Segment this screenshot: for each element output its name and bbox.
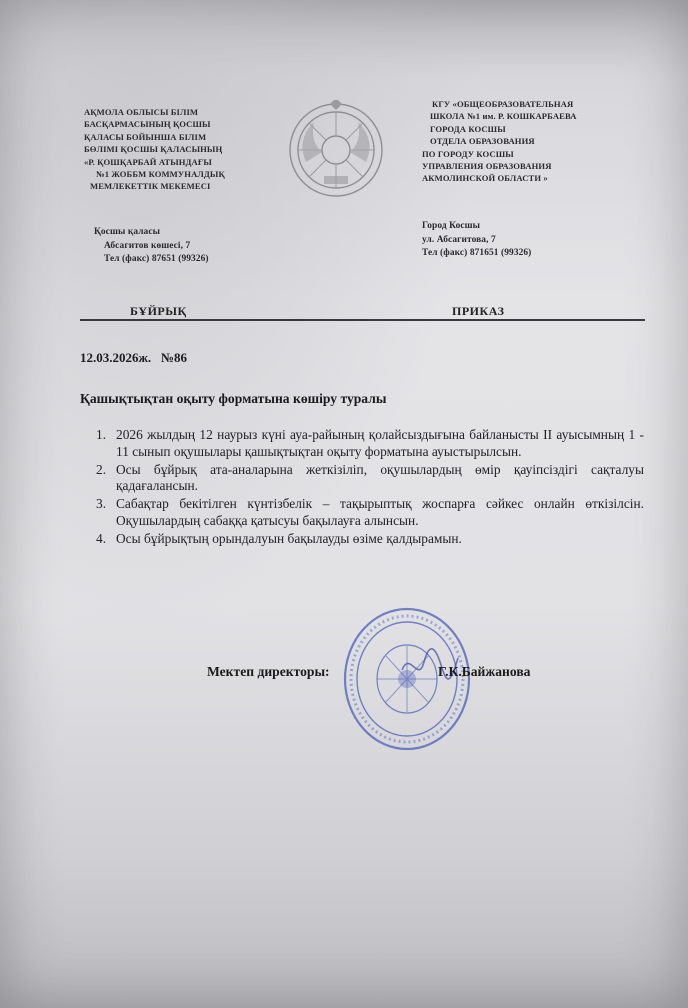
kz-address-line: Қосшы қаласы [94, 227, 161, 237]
ru-org-line: ПО ГОРОДУ КОСШЫ [422, 148, 514, 159]
kz-org-line: БАСҚАРМАСЫНЫҢ ҚОСШЫ [84, 119, 211, 130]
order-title: Қашықтықтан оқыту форматына көшіру туралы [80, 391, 387, 406]
kz-address-line: Тел (факс) 87651 (99326) [104, 254, 209, 264]
kz-address-line: Абсагитов көшесі, 7 [104, 240, 191, 251]
order-date-number [80, 350, 187, 366]
kz-org-line: АҚМОЛА ОБЛЫСЫ БІЛІМ [84, 107, 199, 117]
item-text: Осы бұйрықтың орындалуын бақылауды өзіме қалдырамын. [116, 530, 462, 546]
ru-org-line: КГУ «ОБЩЕОБРАЗОВАТЕЛЬНАЯ [432, 99, 574, 109]
ru-org-line: АКМОЛИНСКОЙ ОБЛАСТИ » [422, 173, 548, 184]
list-item [96, 462, 644, 496]
kz-org-line: ҚАЛАСЫ БОЙЫНША БІЛІМ [84, 131, 207, 142]
kz-org-line: БӨЛІМІ ҚОСШЫ ҚАЛАСЫНЫҢ [84, 144, 223, 155]
ru-org-line: УПРАВЛЕНИЯ ОБРАЗОВАНИЯ [422, 161, 552, 172]
list-item [96, 496, 644, 530]
ru-organization-block [422, 98, 577, 185]
order-date: 12.03.2026ж. [80, 350, 152, 365]
item-text: Сабақтар бекітілген күнтізбелік – тақырыптық жоспарға сәйкес онлайн өткізілсін. Оқушылардың сабаққа қатысуы бақылауға алынсын. [116, 496, 644, 528]
kz-org-line: МЕМЛЕКЕТТІК МЕКЕМЕСІ [90, 181, 211, 192]
kazakhstan-emblem-icon [286, 100, 386, 200]
doc-type-ru: ПРИКАЗ [452, 304, 505, 318]
ru-org-line: ШКОЛА №1 им. Р. КОШКАРБАЕВА [430, 111, 577, 122]
list-item [96, 427, 644, 461]
ru-org-line: ГОРОДА КОСШЫ [430, 123, 506, 134]
header-divider [80, 319, 645, 321]
doc-type-kz: БҰЙРЫҚ [130, 304, 187, 318]
signature-label: Мектеп директоры: [207, 664, 330, 679]
ru-address-block [422, 220, 531, 261]
item-number: 2. [96, 461, 107, 477]
ru-address-line: ул. Абсагитова, 7 [422, 234, 496, 245]
item-text: 2026 жылдың 12 наурыз күні ауа-райының қолайсыздығына байланысты ІІ ауысымның 1 - 11 сынып оқушылары қашықтықтан оқыту форматына ауыстырылсын. [116, 427, 644, 459]
ru-org-line: ОТДЕЛА ОБРАЗОВАНИЯ [430, 136, 535, 147]
ru-address-line: Тел (факс) 871651 (99326) [422, 248, 532, 258]
signature-name: Г.К.Байжанова [438, 664, 531, 679]
item-number: 4. [96, 530, 107, 546]
item-text: Осы бұйрық ата-аналарына жеткізіліп, оқушылардың өмір қауіпсіздігі сақталуы қадағалансын. [116, 461, 644, 494]
kz-org-line: №1 ЖОББМ КОММУНАЛДЫҚ [96, 169, 225, 180]
ru-address-line: Город Косшы [422, 221, 481, 231]
order-items-list [96, 427, 644, 549]
kz-organization-block [84, 106, 225, 193]
kz-address-block [94, 226, 209, 267]
order-number: №86 [160, 350, 188, 365]
kz-org-line: «Р. ҚОШҚАРБАЙ АТЫНДАҒЫ [84, 156, 212, 167]
item-number: 3. [96, 496, 107, 512]
item-number: 1. [96, 427, 107, 442]
list-item [96, 531, 644, 548]
